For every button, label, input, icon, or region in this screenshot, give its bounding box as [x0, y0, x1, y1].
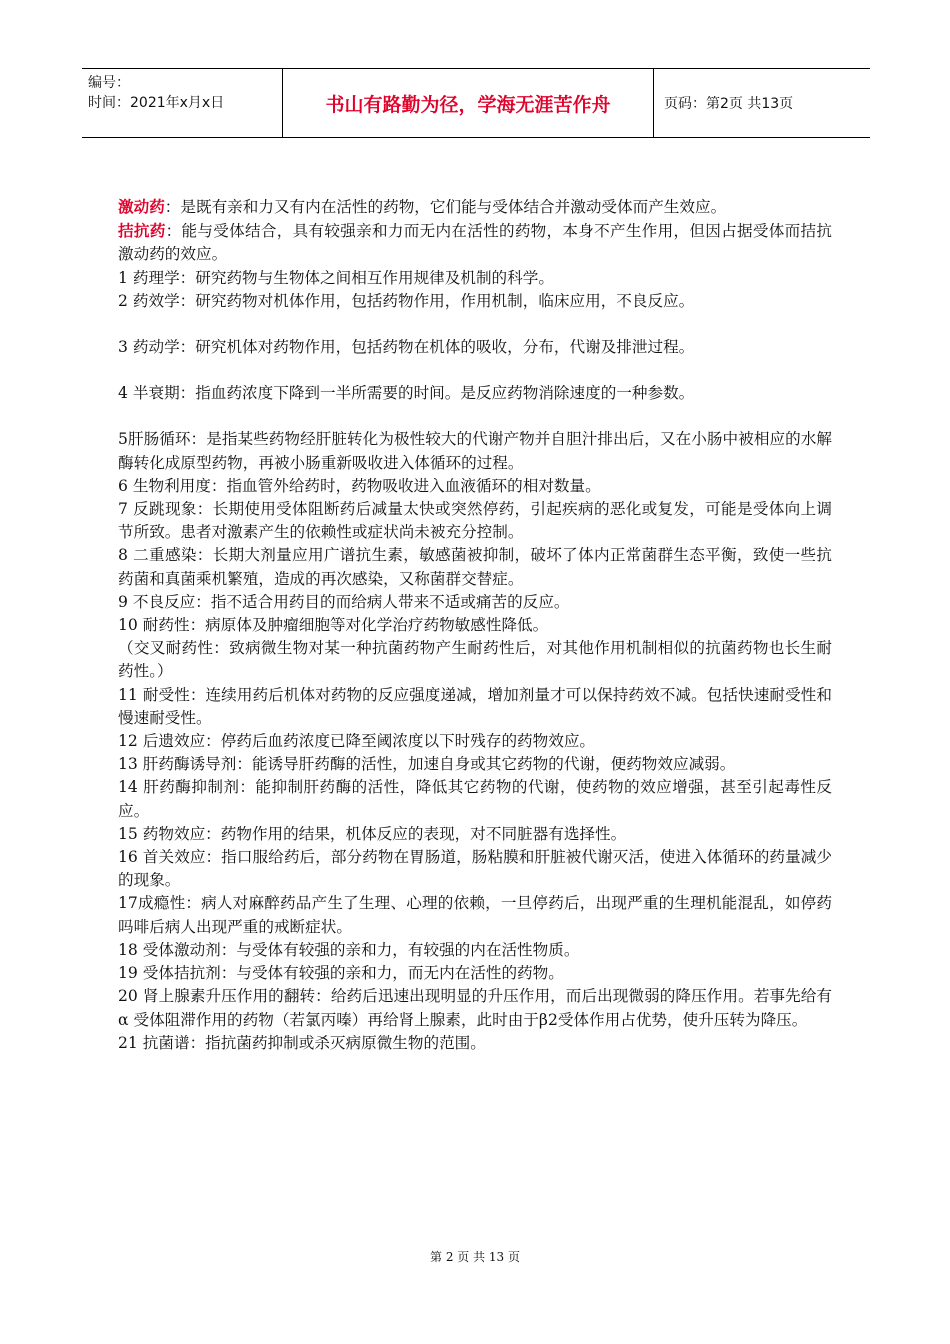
definition-antagonist — [118, 219, 832, 266]
definition-agonist — [118, 195, 832, 219]
list-item: 18 受体激动剂：与受体有较强的亲和力，有较强的内在活性物质。 — [118, 940, 580, 959]
term-antagonist: 拮抗药 — [118, 221, 166, 241]
list-item: 2 药效学：研究药物对机体作用，包括药物作用，作用机制，临床应用，不良反应。 — [118, 291, 695, 310]
list-item: 21 抗菌谱：指抗菌药抑制或杀灭病原微生物的范围。 — [118, 1033, 486, 1052]
header-page-number: 页码：第2页 共13页 — [664, 96, 794, 112]
list-item: 6 生物利用度：指血管外给药时，药物吸收进入血液循环的相对数量。 — [118, 476, 601, 495]
list-item: 7 反跳现象：长期使用受体阻断药后减量太快或突然停药，引起疾病的恶化或复发，可能是受体向上调节所致。患者对激素产生的依赖性或症状尚未被充分控制。 — [118, 500, 832, 542]
list-item: 5肝肠循环：是指某些药物经肝脏转化为极性较大的代谢产物并自胆汁排出后，又在小肠中被相应的水解酶转化成原型药物，再被小肠重新吸收进入体循环的过程。 — [118, 430, 832, 472]
list-item: 4 半衰期：指血药浓度下降到一半所需要的时间。是反应药物消除速度的一种参数。 — [118, 384, 695, 403]
spacer — [118, 359, 832, 382]
spacer — [118, 313, 832, 336]
list-item-note: （交叉耐药性：致病微生物对某一种抗菌药物产生耐药性后，对其他作用机制相似的抗菌药物也长生耐药性。） — [118, 639, 832, 681]
list-item: 19 受体拮抗剂：与受体有较强的亲和力，而无内在活性的药物。 — [118, 964, 564, 983]
header-motto: 书山有路勤为径，学海无涯苦作舟 — [282, 69, 654, 137]
list-item: 16 首关效应：指口服给药后，部分药物在胃肠道，肠粘膜和肝脏被代谢灭活，使进入体循环的药量减少的现象。 — [118, 848, 832, 890]
list-item: 17成瘾性：病人对麻醉药品产生了生理、心理的依赖，一旦停药后，出现严重的生理机能混乱，如停药吗啡后病人出现严重的戒断症状。 — [118, 894, 832, 936]
list-item: 15 药物效应：药物作用的结果，机体反应的表现，对不同脏器有选择性。 — [118, 824, 627, 843]
definition-text: ：是既有亲和力又有内在活性的药物，它们能与受体结合并激动受体而产生效应。 — [164, 198, 727, 216]
list-item: 12 后遗效应：停药后血药浓度已降至阈浓度以下时残存的药物效应。 — [118, 732, 596, 751]
document-body — [118, 195, 832, 1055]
definition-text: ：能与受体结合，具有较强亲和力而无内在活性的药物，本身不产生作用，但因占据受体而拮抗激动药的效应。 — [118, 222, 832, 264]
list-item: 10 耐药性：病原体及肿瘤细胞等对化学治疗药物敏感性降低。 — [118, 616, 549, 635]
list-item: 11 耐受性：连续用药后机体对药物的反应强度递减，增加剂量才可以保持药效不减。包括快速耐受性和慢速耐受性。 — [118, 685, 832, 727]
list-item: 20 肾上腺素升压作用的翻转：给药后迅速出现明显的升压作用，而后出现微弱的降压作用。若事先给有 α 受体阻滞作用的药物（若氯丙嗪）再给肾上腺素，此时由于β2受体作用占优势，使升压转为降压。 — [118, 987, 832, 1029]
document-date: 时间：2021年x月x日 — [88, 95, 225, 111]
header-meta — [82, 69, 282, 137]
document-number-label: 编号： — [88, 75, 130, 91]
page-footer: 第 2 页 共 13 页 — [430, 1250, 520, 1264]
list-item: 14 肝药酶抑制剂：能抑制肝药酶的活性，降低其它药物的代谢，使药物的效应增强，甚至引起毒性反应。 — [118, 778, 832, 820]
spacer — [118, 405, 832, 428]
list-item: 3 药动学：研究机体对药物作用，包括药物在机体的吸收，分布，代谢及排泄过程。 — [118, 338, 695, 357]
page-header — [82, 68, 870, 138]
list-item: 13 肝药酶诱导剂：能诱导肝药酶的活性，加速自身或其它药物的代谢，便药物效应减弱。 — [118, 755, 736, 774]
term-agonist: 激动药 — [118, 197, 165, 216]
list-item: 8 二重感染：长期大剂量应用广谱抗生素，敏感菌被抑制，破坏了体内正常菌群生态平衡，致使一些抗药菌和真菌乘机繁殖，造成的再次感染，又称菌群交替症。 — [118, 546, 832, 588]
list-item: 9 不良反应：指不适合用药目的而给病人带来不适或痛苦的反应。 — [118, 592, 570, 611]
list-item: 1 药理学：研究药物与生物体之间相互作用规律及机制的科学。 — [118, 268, 554, 287]
